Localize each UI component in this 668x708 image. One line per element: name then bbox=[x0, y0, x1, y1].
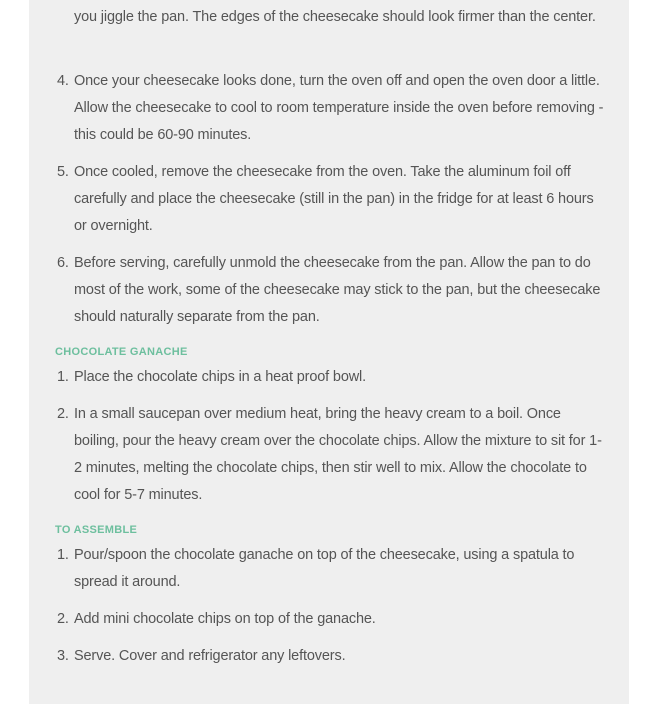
step-text: Add mini chocolate chips on top of the ganache. bbox=[74, 611, 376, 627]
instruction-step-5 bbox=[57, 159, 605, 240]
step-text: Place the chocolate chips in a heat proof bowl. bbox=[74, 369, 366, 385]
instruction-step-6 bbox=[57, 250, 605, 331]
step-number: 1. bbox=[57, 547, 69, 563]
ganache-step-2 bbox=[57, 401, 605, 509]
step-number: 1. bbox=[57, 369, 69, 385]
step-number: 2. bbox=[57, 406, 69, 422]
step-text: you jiggle the pan. The edges of the cheesecake should look firmer than the center. bbox=[74, 9, 596, 25]
assemble-step-1 bbox=[57, 542, 605, 596]
assemble-step-3 bbox=[57, 643, 605, 670]
step-text: Pour/spoon the chocolate ganache on top of the cheesecake, using a spatula to spread it around. bbox=[74, 547, 575, 590]
section-heading-to-assemble: TO ASSEMBLE bbox=[55, 524, 138, 536]
section-heading-chocolate-ganache: CHOCOLATE GANACHE bbox=[55, 346, 188, 358]
step-text: Once your cheesecake looks done, turn the oven off and open the oven door a little. Allow the cheesecake to cool to room temperature inside the oven before removing - this could be 60-90 minutes. bbox=[74, 73, 604, 143]
step-text: In a small saucepan over medium heat, bring the heavy cream to a boil. Once boiling, pour the heavy cream over the chocolate chips. Allow the mixture to sit for 1-2 minutes, melting the chocolate chips, then stir well to mix. Allow the chocolate to cool for 5-7 minutes. bbox=[74, 406, 602, 503]
instruction-step-continued bbox=[57, 4, 605, 31]
recipe-instructions-panel bbox=[29, 0, 629, 704]
step-number: 4. bbox=[57, 73, 69, 89]
step-number: 3. bbox=[57, 648, 69, 664]
step-text: Before serving, carefully unmold the cheesecake from the pan. Allow the pan to do most of the work, some of the cheesecake may stick to the pan, but the cheesecake should naturally separate from the pan. bbox=[74, 255, 601, 325]
step-text: Once cooled, remove the cheesecake from the oven. Take the aluminum foil off carefully and place the cheesecake (still in the pan) in the fridge for at least 6 hours or overnight. bbox=[74, 164, 594, 234]
step-text: Serve. Cover and refrigerator any leftovers. bbox=[74, 648, 346, 664]
step-number: 2. bbox=[57, 611, 69, 627]
assemble-step-2 bbox=[57, 606, 605, 633]
step-number: 5. bbox=[57, 164, 69, 180]
instruction-step-4 bbox=[57, 68, 605, 149]
step-number: 6. bbox=[57, 255, 69, 271]
ganache-step-1 bbox=[57, 364, 605, 391]
